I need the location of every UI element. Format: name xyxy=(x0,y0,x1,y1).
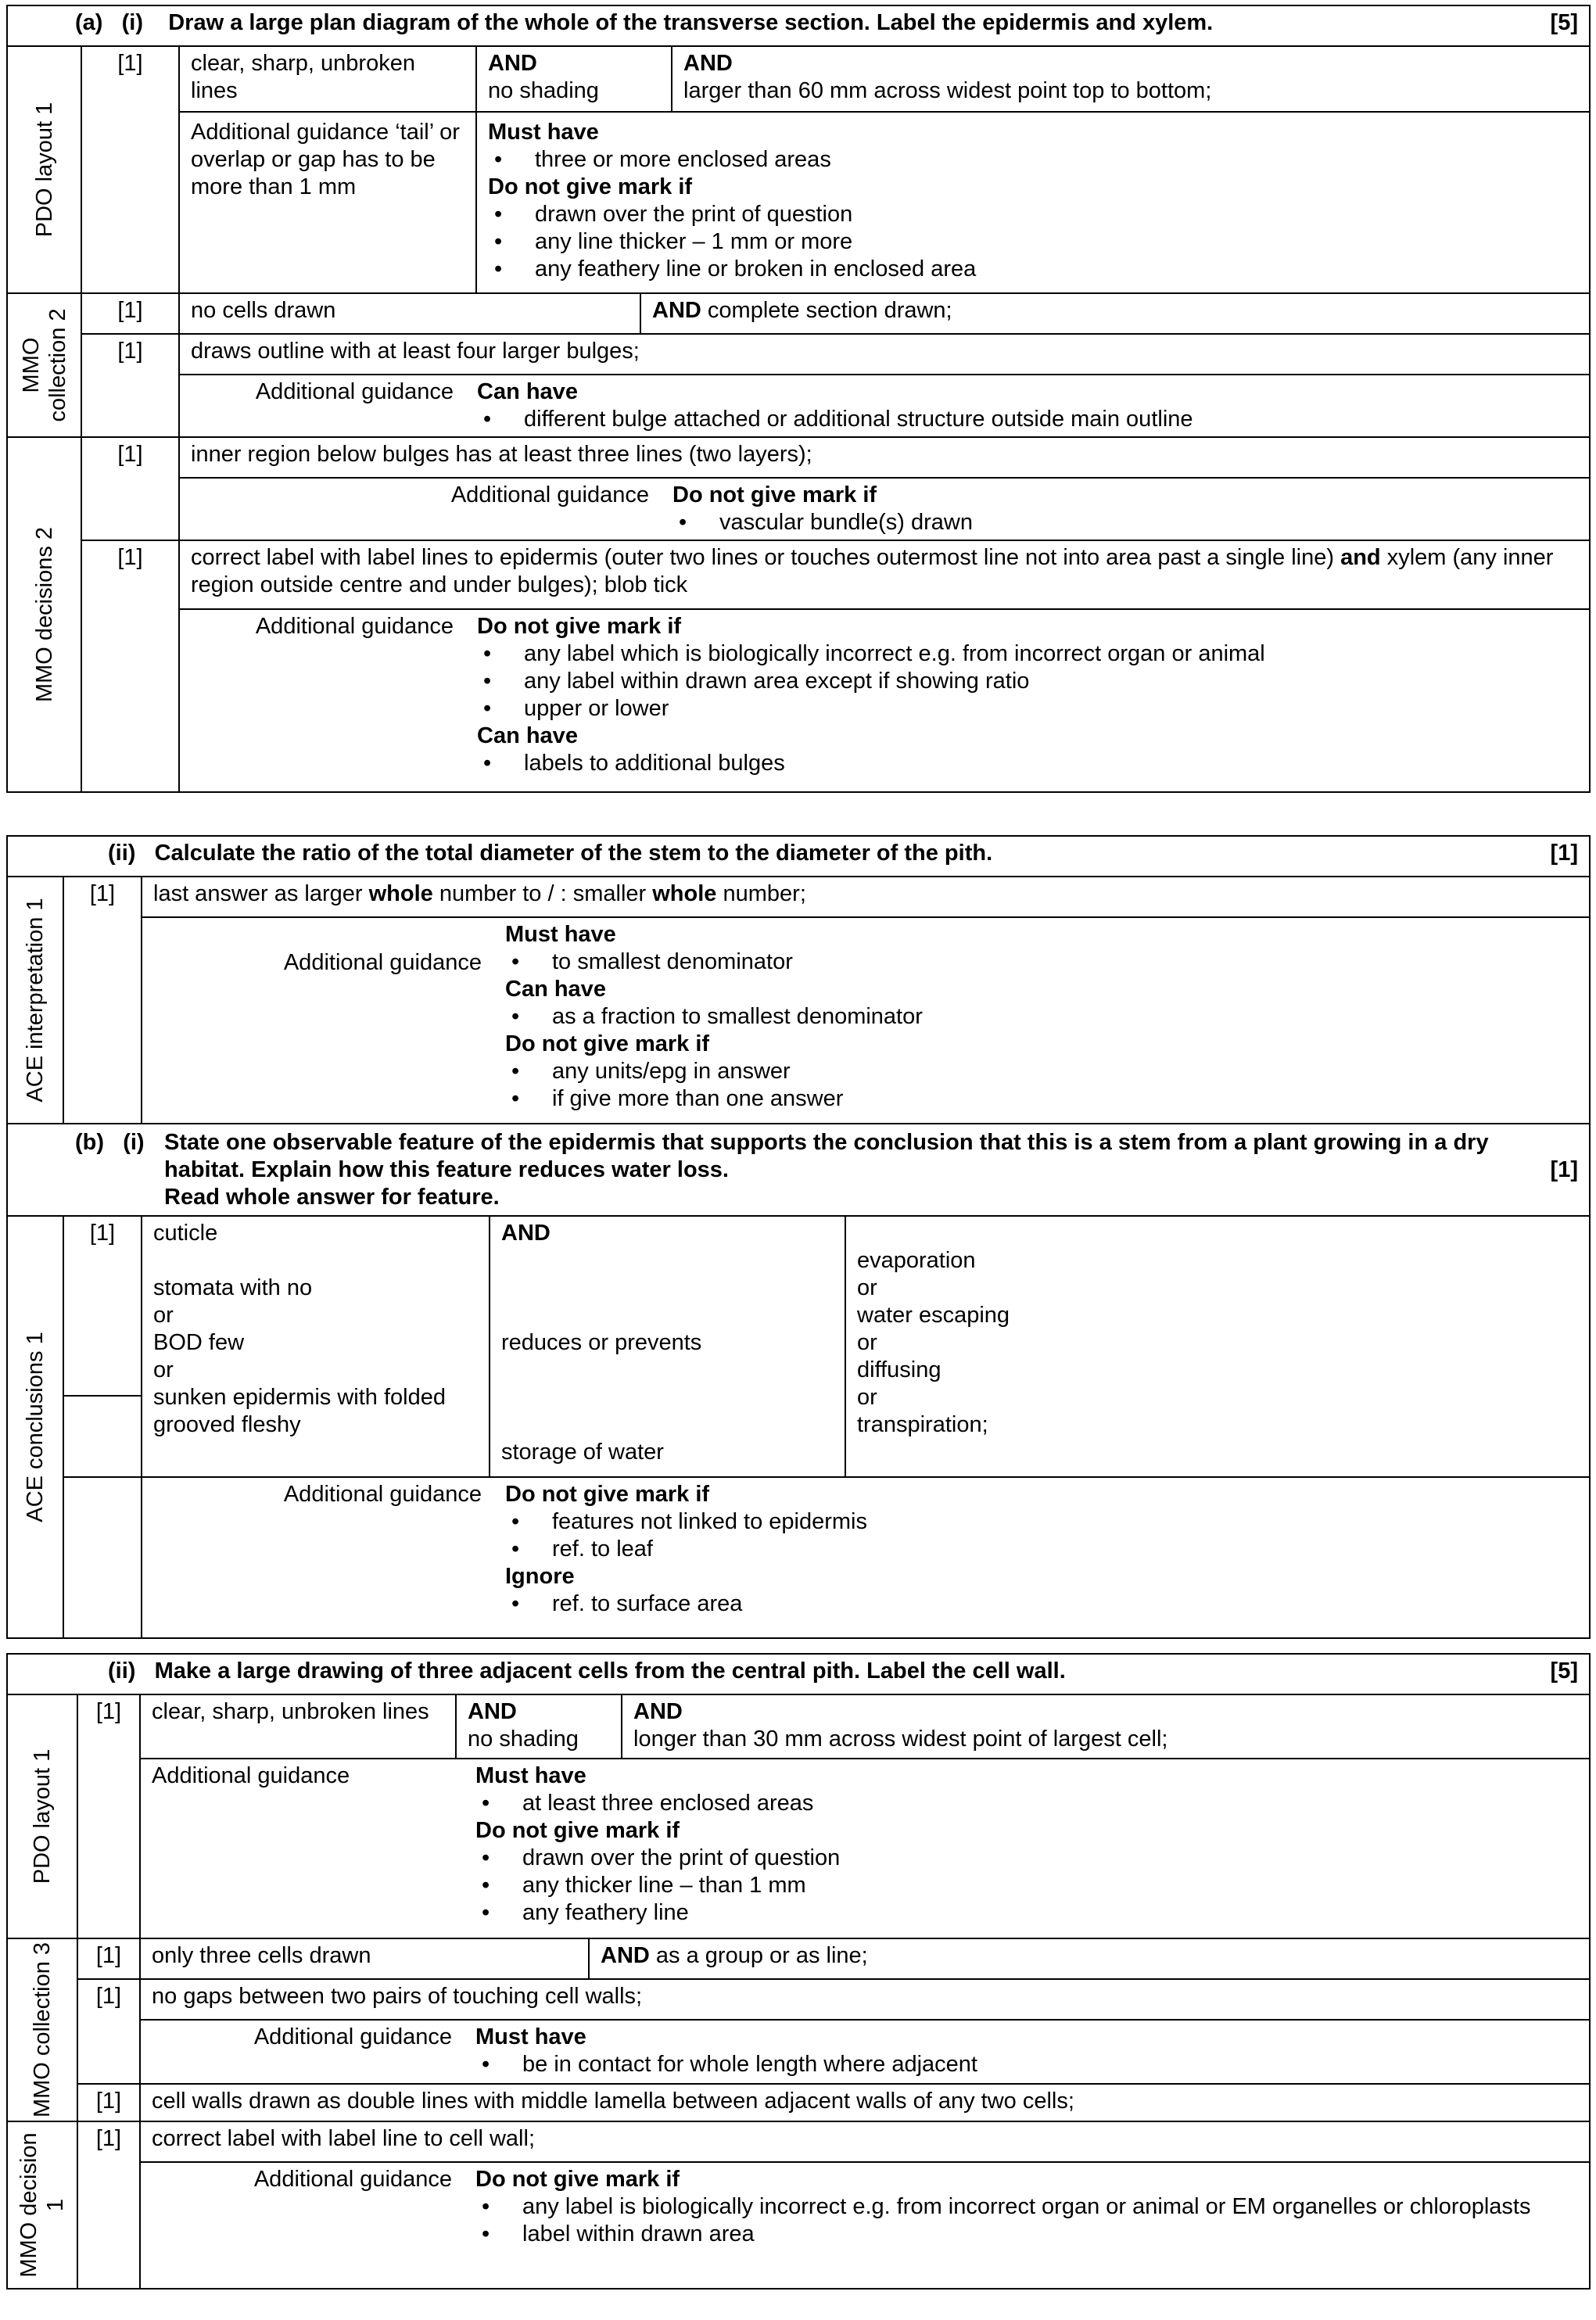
criterion-part: last answer as larger xyxy=(153,881,363,906)
category-label: PDO layout 1 xyxy=(31,102,57,238)
category-label: ACE interpretation 1 xyxy=(23,898,48,1103)
must-have-heading: Must have xyxy=(475,2024,586,2049)
criterion-text: no shading xyxy=(488,78,599,103)
do-not-heading: Do not give mark if xyxy=(475,2167,680,2192)
total-marks: [5] xyxy=(1550,1658,1578,1684)
guidance-row xyxy=(179,478,1590,540)
do-not-heading: Do not give mark if xyxy=(672,482,877,507)
category-cell xyxy=(7,877,63,1124)
answer-line: or xyxy=(153,1357,174,1382)
total-marks: [1] xyxy=(1550,1157,1578,1182)
category-cell xyxy=(7,437,81,792)
bullet-item: • labels to additional bulges xyxy=(477,750,1578,777)
answer-line: water escaping xyxy=(857,1303,1010,1328)
and-keyword: AND xyxy=(601,1943,650,1968)
mark-value: [1] xyxy=(77,2121,140,2289)
category-label: PDO layout 1 xyxy=(30,1748,55,1884)
bullet-item: • any line thicker – 1 mm or more xyxy=(488,228,1578,256)
bullet-item: • ref. to surface area xyxy=(505,1590,1578,1618)
emphasis: whole xyxy=(368,881,433,906)
must-have-heading: Must have xyxy=(475,1763,586,1788)
bullet-item: • any label which is biologically incorrect e.g. from incorrect organ or animal xyxy=(477,640,1578,668)
ignore-list xyxy=(505,1590,1578,1618)
criterion-text: no gaps between two pairs of touching cell walls; xyxy=(140,1979,1590,2020)
guidance-content xyxy=(672,482,1578,536)
total-marks: [1] xyxy=(1550,841,1578,866)
bullet-item: • if give more than one answer xyxy=(505,1085,1578,1113)
do-not-list xyxy=(475,2193,1578,2248)
must-have-list xyxy=(475,1790,1578,1817)
bullet-item: • any feathery line xyxy=(475,1899,1578,1927)
bullet-item: • be in contact for whole length where adjacent xyxy=(475,2051,1578,2078)
and-keyword: AND xyxy=(683,51,733,76)
can-have-heading: Can have xyxy=(477,723,578,748)
mark-value: [1] xyxy=(81,437,179,540)
guidance-label: Additional guidance xyxy=(283,950,482,975)
guidance-label: Additional guidance xyxy=(152,1763,350,1788)
bullet-item: • drawn over the print of question xyxy=(488,201,1578,228)
criterion-text: larger than 60 mm across widest point top to bottom; xyxy=(683,78,1212,103)
criterion-cell xyxy=(640,293,1590,334)
bullet-item: • any feathery line or broken in enclosed area xyxy=(488,256,1578,283)
question-header-b-ii xyxy=(7,1654,1590,1694)
criterion-text: draws outline with at least four larger bulges; xyxy=(179,334,1590,375)
do-not-list xyxy=(488,201,1578,283)
category-label: MMO collection 3 xyxy=(30,1942,55,2118)
criterion-text: inner region below bulges has at least three lines (two layers); xyxy=(179,437,1590,478)
and-keyword: AND xyxy=(652,298,701,323)
guidance-content xyxy=(476,112,1590,293)
part-label: (a) xyxy=(75,10,103,35)
answer-line: or xyxy=(857,1385,877,1410)
category-cell xyxy=(7,2121,77,2289)
criterion-text: clear, sharp, unbroken lines xyxy=(140,1694,456,1759)
bullet-item: • vascular bundle(s) drawn xyxy=(672,509,1578,536)
mark-cell xyxy=(63,1216,142,1477)
mark-value: [1] xyxy=(77,2084,140,2121)
guidance-row xyxy=(140,1759,1590,1938)
guidance-content xyxy=(475,1762,1578,1927)
must-have-list xyxy=(488,146,1578,174)
guidance-label: Additional guidance xyxy=(450,482,649,507)
guidance-content xyxy=(505,1481,1578,1618)
bullet-item: • any label is biologically incorrect e.g. from incorrect organ or animal or EM organelles or chloroplasts xyxy=(475,2193,1578,2221)
do-not-list xyxy=(672,509,1578,536)
mark-value: [1] xyxy=(77,1938,140,1979)
do-not-list xyxy=(475,1845,1578,1927)
category-cell xyxy=(7,46,81,293)
criterion-text: only three cells drawn xyxy=(140,1938,589,1979)
must-have-list xyxy=(475,2051,1578,2078)
sub-label: (ii) xyxy=(108,841,136,866)
and-keyword: AND xyxy=(501,1221,551,1246)
do-not-heading: Do not give mark if xyxy=(477,614,682,639)
mark-value: [1] xyxy=(81,293,179,334)
criterion-text: no shading xyxy=(468,1727,579,1752)
must-have-list xyxy=(505,948,1578,976)
bullet-item: • any units/epg in answer xyxy=(505,1058,1578,1085)
bullet-item: • as a fraction to smallest denominator xyxy=(505,1003,1578,1031)
guidance-content xyxy=(477,378,1578,433)
bullet-item: • upper or lower xyxy=(477,695,1578,723)
bullet-item: • any thicker line – than 1 mm xyxy=(475,1872,1578,1899)
bullet-item: • different bulge attached or additional structure outside main outline xyxy=(477,406,1578,433)
category-label: ACE conclusions 1 xyxy=(23,1332,48,1522)
bullet-item: • drawn over the print of question xyxy=(475,1845,1578,1872)
criterion-text: correct label with label line to cell wall; xyxy=(140,2121,1590,2162)
sub-label: (ii) xyxy=(108,1658,136,1684)
answer-line: BOD few xyxy=(153,1330,245,1355)
criterion-cell xyxy=(476,46,672,112)
bullet-item: • label within drawn area xyxy=(475,2221,1578,2248)
effect-text: storage of water xyxy=(501,1440,664,1465)
criterion-cell xyxy=(622,1694,1590,1759)
part-label: (b) xyxy=(75,1130,105,1155)
do-not-heading: Do not give mark if xyxy=(488,174,693,199)
question-text: Make a large drawing of three adjacent cells from the central pith. Label the cell wall. xyxy=(154,1658,1066,1684)
guidance-row xyxy=(179,375,1590,437)
criterion-cell xyxy=(672,46,1590,112)
guidance-content xyxy=(505,921,1578,1113)
sub-label: (i) xyxy=(121,10,143,35)
answer-line: or xyxy=(857,1275,877,1300)
do-not-heading: Do not give mark if xyxy=(505,1482,710,1507)
can-have-list xyxy=(477,750,1578,777)
ignore-heading: Ignore xyxy=(505,1564,575,1589)
mark-value: [1] xyxy=(64,1217,141,1397)
criterion-text xyxy=(179,540,1590,609)
criterion-cell xyxy=(589,1938,1590,1979)
question-header-a-i xyxy=(7,5,1590,46)
question-text: Calculate the ratio of the total diameter of the stem to the diameter of the pith. xyxy=(154,841,993,866)
answer-line: evaporation xyxy=(857,1248,976,1273)
question-header-a-ii xyxy=(7,836,1590,877)
guidance-content xyxy=(477,613,1578,777)
emphasis: whole xyxy=(652,881,717,906)
bullet-item: • ref. to leaf xyxy=(505,1536,1578,1563)
and-keyword: AND xyxy=(468,1699,517,1724)
category-cell xyxy=(7,1694,77,1938)
can-have-heading: Can have xyxy=(477,379,578,404)
guidance-row xyxy=(179,609,1590,792)
category-cell xyxy=(7,1216,63,1638)
category-label: MMO decisions 2 xyxy=(31,526,57,703)
guidance-row xyxy=(142,917,1590,1124)
answer-line xyxy=(153,1247,478,1275)
answer-line: transpiration; xyxy=(857,1412,988,1437)
mark-value: [1] xyxy=(81,46,179,293)
category-label xyxy=(18,308,71,421)
and-keyword: AND xyxy=(488,51,537,76)
guidance-label: Additional guidance ‘tail’ or overlap or gap has to be more than 1 mm xyxy=(179,112,476,293)
category-cell xyxy=(7,1938,77,2121)
mark-cell-empty xyxy=(63,1477,142,1638)
criterion-text xyxy=(142,877,1590,917)
guidance-row xyxy=(140,2162,1590,2289)
can-have-heading: Can have xyxy=(505,977,606,1002)
criterion-part: correct label with label lines to epidermis (outer two lines or touches outermost line not into area past a single line) xyxy=(191,545,1335,570)
criterion-text: cell walls drawn as double lines with middle lamella between adjacent walls of any two cells; xyxy=(140,2084,1590,2121)
table-b-ii xyxy=(6,1653,1591,2290)
answer-line: sunken epidermis with folded grooved fleshy xyxy=(153,1385,446,1437)
process-column xyxy=(845,1216,1590,1477)
do-not-list xyxy=(505,1508,1578,1563)
table-a-i xyxy=(6,5,1591,793)
bullet-item: • any label within drawn area except if showing ratio xyxy=(477,668,1578,695)
criterion-part: number; xyxy=(723,881,806,906)
bullet-item: • three or more enclosed areas xyxy=(488,146,1578,174)
must-have-heading: Must have xyxy=(488,120,599,145)
category-cell xyxy=(7,293,81,437)
question-header-b-i xyxy=(7,1124,1590,1216)
criterion-text: clear, sharp, unbroken lines xyxy=(179,46,476,112)
answer-line: or xyxy=(153,1303,174,1328)
mark-value: [1] xyxy=(81,540,179,792)
bullet-item: • features not linked to epidermis xyxy=(505,1508,1578,1536)
criterion-text: as a group or as line; xyxy=(655,1943,868,1968)
mark-value: [1] xyxy=(81,334,179,437)
do-not-list xyxy=(505,1058,1578,1113)
and-keyword: AND xyxy=(633,1699,683,1724)
can-have-list xyxy=(477,406,1578,433)
must-have-heading: Must have xyxy=(505,922,616,947)
category-line: 1 xyxy=(43,2198,68,2212)
do-not-list xyxy=(477,640,1578,723)
total-marks: [5] xyxy=(1550,10,1578,35)
criterion-part: number to / : smaller xyxy=(439,881,647,906)
question-text: Draw a large plan diagram of the whole of the transverse section. Label the epidermis and xylem. xyxy=(168,10,1214,35)
criterion-text: complete section drawn; xyxy=(707,298,952,323)
effect-column xyxy=(490,1216,845,1477)
guidance-content xyxy=(475,2024,1578,2078)
sub-label: (i) xyxy=(123,1130,145,1155)
guidance-label: Additional guidance xyxy=(283,1482,482,1507)
guidance-label: Additional guidance xyxy=(255,614,454,639)
and-keyword: and xyxy=(1340,545,1381,570)
answer-line: cuticle xyxy=(153,1221,218,1246)
can-have-list xyxy=(505,1003,1578,1031)
guidance-label: Additional guidance xyxy=(253,2024,452,2049)
table-a-ii-b-i xyxy=(6,835,1591,1639)
question-text: State one observable feature of the epidermis that supports the conclusion that this is a stem from a plant growing in a dry habitat. Explain how this feature reduces water loss. xyxy=(164,1130,1489,1182)
criterion-cell xyxy=(456,1694,622,1759)
category-line: MMO xyxy=(18,337,44,393)
mark-value: [1] xyxy=(77,1694,140,1938)
guidance-row xyxy=(140,2020,1590,2084)
bullet-item: • at least three enclosed areas xyxy=(475,1790,1578,1817)
do-not-heading: Do not give mark if xyxy=(475,1818,680,1843)
bullet-item: • to smallest denominator xyxy=(505,948,1578,976)
mark-value: [1] xyxy=(77,1979,140,2084)
mark-value: [1] xyxy=(63,877,142,1124)
answer-line: stomata with no xyxy=(153,1275,313,1300)
criterion-text: no cells drawn xyxy=(179,293,640,334)
answer-line: or xyxy=(857,1330,877,1355)
effect-text: reduces or prevents xyxy=(501,1330,702,1355)
guidance-row xyxy=(142,1477,1590,1638)
answer-line: diffusing xyxy=(857,1357,941,1382)
read-instruction: Read whole answer for feature. xyxy=(164,1185,500,1210)
guidance-label: Additional guidance xyxy=(253,2167,452,2192)
category-line: collection 2 xyxy=(45,308,70,422)
do-not-heading: Do not give mark if xyxy=(505,1031,710,1056)
guidance-label: Additional guidance xyxy=(255,379,454,404)
category-label xyxy=(16,2132,69,2277)
category-line: MMO decision xyxy=(16,2132,41,2278)
criterion-part: xylem (any inner region outside centre and under bulges); blob tick xyxy=(191,545,1554,597)
criterion-text: longer than 30 mm across widest point of largest cell; xyxy=(633,1727,1168,1752)
feature-column xyxy=(142,1216,490,1477)
guidance-content xyxy=(475,2166,1578,2248)
